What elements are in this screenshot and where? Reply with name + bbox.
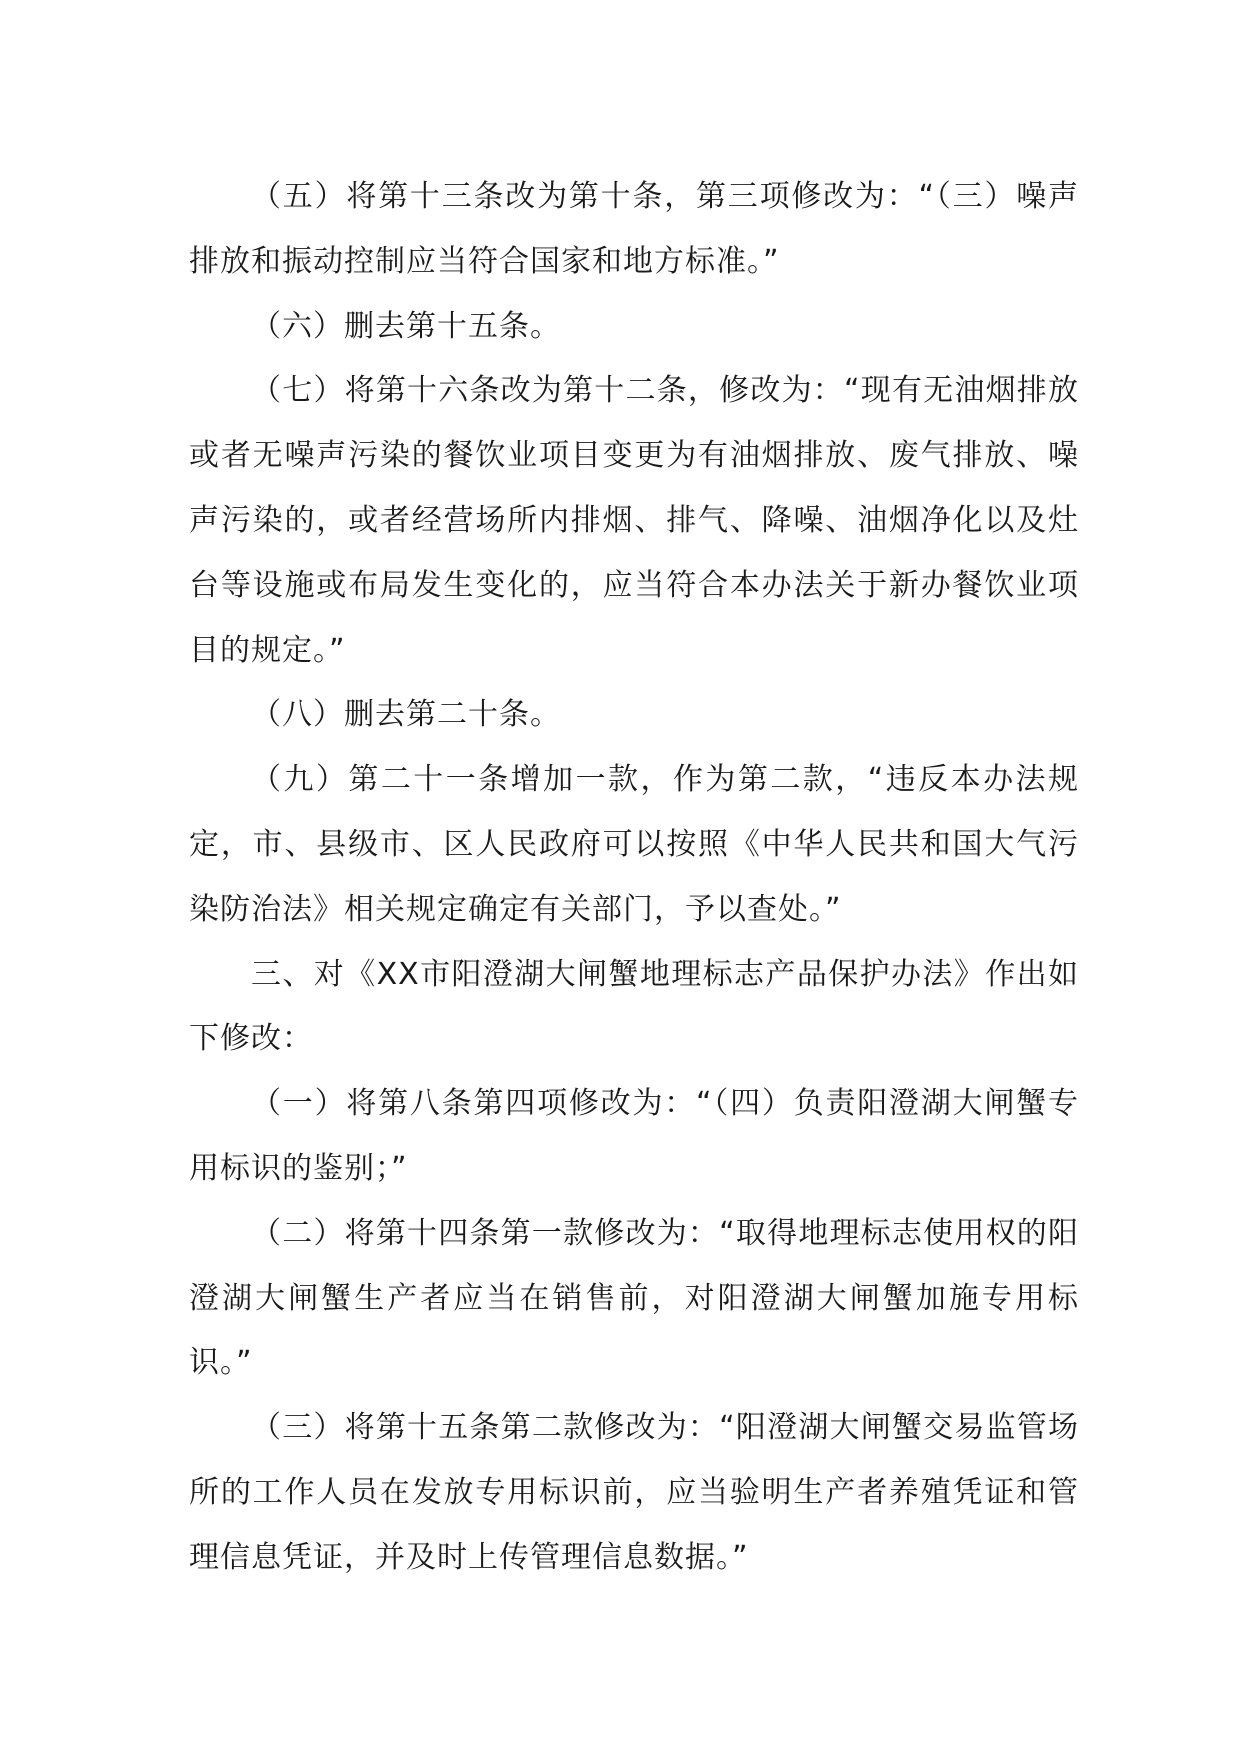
paragraph-crab-amendment-1: （一）将第八条第四项修改为：“（四）负责阳澄湖大闸蟹专用标识的鉴别；” bbox=[189, 1086, 1079, 1186]
paragraph-crab-amendment-3: （三）将第十五条第二款修改为：“阳澄湖大闸蟹交易监管场所的工作人员在发放专用标识前，应当验明生产者养殖凭证和管理信息凭证，并及时上传管理信息数据。” bbox=[189, 1410, 1079, 1575]
paragraph-amendment-6: （六）删去第十五条。 bbox=[251, 308, 561, 344]
paragraph-amendment-5: （五）将第十三条改为第十条，第三项修改为：“（三）噪声排放和振动控制应当符合国家和地方标准。” bbox=[189, 179, 1079, 279]
paragraph-amendment-7: （七）将第十六条改为第十二条，修改为：“现有无油烟排放或者无噪声污染的餐饮业项目变更为有油烟排放、废气排放、噪声污染的，或者经营场所内排烟、排气、降噪、油烟净化以及灶台等设施或布局发生变化的，应当符合本办法关于新办餐饮业项目的规定。” bbox=[189, 373, 1079, 668]
paragraph-crab-amendment-2: （二）将第十四条第一款修改为：“取得地理标志使用权的阳澄湖大闸蟹生产者应当在销售前，对阳澄湖大闸蟹加施专用标识。” bbox=[189, 1215, 1079, 1381]
section-three-heading: 三、对《XX市阳澄湖大闸蟹地理标志产品保护办法》作出如下修改： bbox=[189, 956, 1079, 1057]
document-body bbox=[189, 165, 1079, 1591]
paragraph-amendment-8: （八）删去第二十条。 bbox=[251, 697, 561, 733]
paragraph-amendment-9: （九）第二十一条增加一款，作为第二款，“违反本办法规定，市、县级市、区人民政府可以按照《中华人民共和国大气污染防治法》相关规定确定有关部门，予以查处。” bbox=[189, 762, 1079, 927]
